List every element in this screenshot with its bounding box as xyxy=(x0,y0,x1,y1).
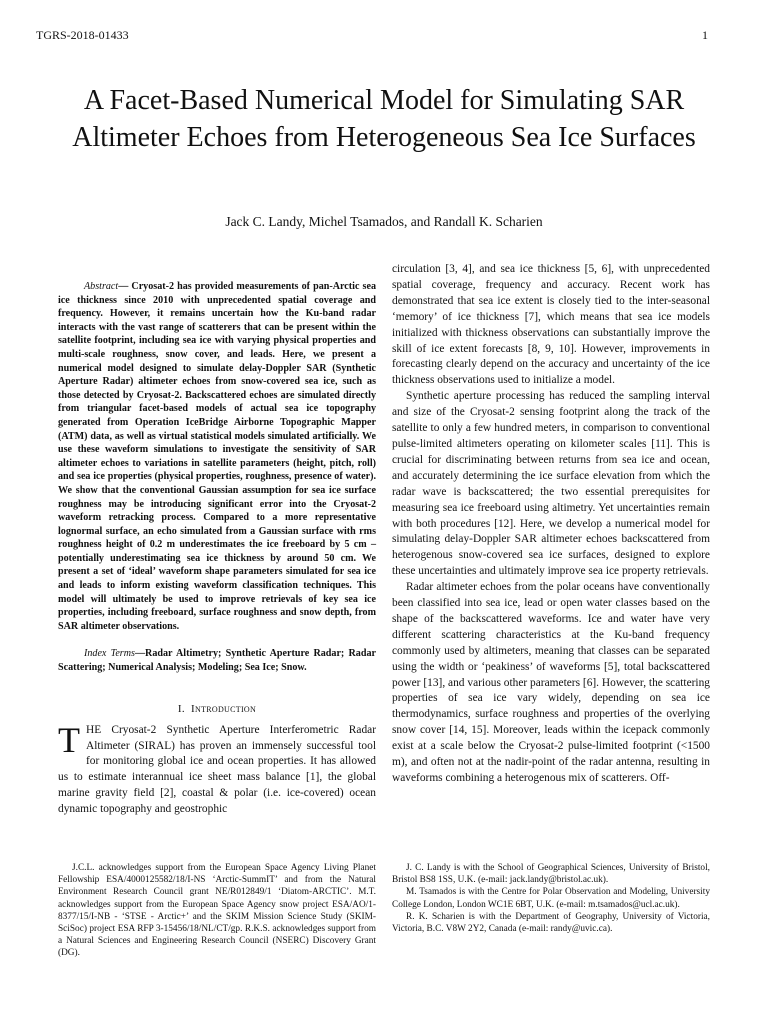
section-heading xyxy=(58,703,376,715)
abstract-label: Abstract xyxy=(84,281,119,292)
index-terms-label: Index Terms xyxy=(84,648,135,660)
intro-paragraph-1-text: HE Cryosat-2 Synthetic Aperture Interferometric Radar Altimeter (SIRAL) has proven an immensely successful tool for monitoring global ice and ocean properties. It has allowed us to estimate interannual ice sheet mass balance [1], the global marine gravity field [2], coastal & polar (i.e. ice-covered) ocean dynamic topography and geostrophic xyxy=(58,723,376,816)
author-list: Jack C. Landy, Michel Tsamados, and Randall K. Scharien xyxy=(225,214,543,229)
abstract xyxy=(58,280,376,633)
manuscript-id: TGRS-2018-01433 xyxy=(36,28,129,42)
affiliation-landy: J. C. Landy is with the School of Geographical Sciences, University of Bristol, Bristol BS8 1SS, U.K. (e-mail: jack.landy@bristol.ac.uk). xyxy=(392,863,710,886)
page-number: 1 xyxy=(702,28,708,42)
index-terms xyxy=(58,647,376,674)
intro-paragraph-3: Radar altimeter echoes from the polar oceans have conventionally been classified into sea ice, lead or open water classes based on the shape of the backscattered waveforms. Ice and water have very different scattering characteristics at the Ku-band frequency commonly used by altimeters, meaning that classes can be separated using the width or ‘peakiness’ of waveforms [5], total backscattered power [13], and various other parameters [6]. However, the scattering properties of sea ice vary widely, depending on sea ice thermodynamics, surface roughness and properties of the overlying snow cover [14, 15]. Moreover, leads within the icepack commonly exist at a scale below the Cryosat-2 pulse-limited footprint (<1500 m), and often not at the nadir-point of the radar antenna, resulting in waveforms combining a heterogenous mix of scatterers. Off- xyxy=(392,581,710,784)
funding-footnote xyxy=(58,862,376,960)
affiliation-tsamados: M. Tsamados is with the Centre for Polar Observation and Modeling, University College London, London WC1E 6BT, U.K. (e-mail: m.tsamados@ucl.ac.uk). xyxy=(392,887,710,910)
section-title: Introduction xyxy=(191,702,257,715)
funding-footnote-text: J.C.L. acknowledges support from the European Space Agency Living Planet Fellowship ESA/4000125582/18/I-NS ‘Arctic-SummIT’ and from the Natural Environment Research Council grant NE/R012849/1 ‘Diatom-ARCTIC’. M.T. acknowledges support from the European Space Agency snow project ESA/AO/1-8377/15/I-NB - ‘STSE - Arctic+’ and the SKIM Mission Science Study (SKIM-SciSoc) project ESA RFP 3-15456/18/NL/CT/gp. R.K.S. acknowledges support from a Natural Sciences and Engineering Research Council (NSERC) Discovery Grant (DG). xyxy=(58,863,376,959)
drop-cap: T xyxy=(58,719,80,760)
affiliation-footnotes xyxy=(392,862,710,935)
intro-paragraph-2: Synthetic aperture processing has reduced the sampling interval and size of the Cryosat-2 sensing footprint along the track of the satellite to only a few hundred meters, in comparison to conventional pulse-limited altimeters operating on kilometer scales [11]. This is crucial for discriminating between returns from sea ice and ocean, and accurately determining the ice surface elevation from which the radar wave is backscattered; the two essential prerequisites for measuring sea ice freeboard using altimetry. Yet uncertainties remain with both procedures [12]. Here, we develop a numerical model for simulating delay-Doppler SAR altimeter echoes backscattered from heterogenous snow-covered sea ice surfaces, designed to explore these uncertainties and ultimately improve sea ice property retrievals. xyxy=(392,390,710,578)
abstract-text: — Cryosat-2 has provided measurements of pan-Arctic sea ice thickness since 2010 with unprecedented spatial coverage and frequency. However, it remains uncertain how the Ku-band radar interacts with the vast range of scatterers that can be present within the satellite footprint, including sea ice with varying physical properties and multi-scale roughness, snow cover, and leads. Here, we present a numerical model designed to simulate delay-Doppler SAR (Synthetic Aperture Radar) altimeter echoes from snow-covered sea ice, such as those detected by Cryosat-2. Backscattered echoes are simulated directly from triangular facet-based models of actual sea ice topography generated from Operation IceBridge Airborne Topographic Mapper (ATM) data, as well as virtual statistical models simulated artificially. We use these waveform simulations to investigate the sensitivity of SAR altimeter echoes to variations in satellite parameters (height, pitch, roll) and sea ice properties (physical properties, roughness, presence of water). We show that the conventional Gaussian assumption for sea ice surface roughness may be introducing significant error into the Cryosat-2 waveform retracking process. Compared to a more representative lognormal surface, an echo simulated from a Gaussian surface with rms roughness height of 0.2 m underestimates the ice freeboard by 5 cm – potentially underestimating sea ice thickness by around 50 cm. We present a set of ‘ideal’ waveform shape parameters simulated for sea ice and leads to inform existing waveform classification techniques. This model will ultimately be used to improve retrievals of key sea ice properties, including freeboard, surface roughness and snow depth, from SAR altimeter observations. xyxy=(58,281,376,632)
right-column xyxy=(392,262,710,787)
left-column xyxy=(58,280,376,818)
intro-paragraph-1 xyxy=(58,719,376,818)
affiliation-scharien: R. K. Scharien is with the Department of Geography, University of Victoria, Victoria, B.C. V8W 2Y2, Canada (e-mail: randy@uvic.ca). xyxy=(392,911,710,935)
section-number: I. xyxy=(177,702,185,715)
index-terms-text: —Radar Altimetry; Synthetic Aperture Radar; Radar Scattering; Numerical Analysis; Modeling; Sea Ice; Snow. xyxy=(58,648,376,674)
intro-paragraph-1-continued: circulation [3, 4], and sea ice thickness [5, 6], with unprecedented spatial coverage, frequency and accuracy. Recent work has demonstrated that sea ice extent is closely tied to the inter-seasonal ‘memory’ of ice thickness [7], which means that sea ice models initialized with thickness observations can substantially improve the skill of ice extent forecasts [8, 9, 10]. However, improvements in forecasting clearly depend on the accuracy and uncertainty of the ice thickness observations used to initialize a model. xyxy=(392,263,710,387)
paper-title: A Facet-Based Numerical Model for Simulating SAR Altimeter Echoes from Heterogeneous Sea Ice Surfaces xyxy=(72,85,696,153)
